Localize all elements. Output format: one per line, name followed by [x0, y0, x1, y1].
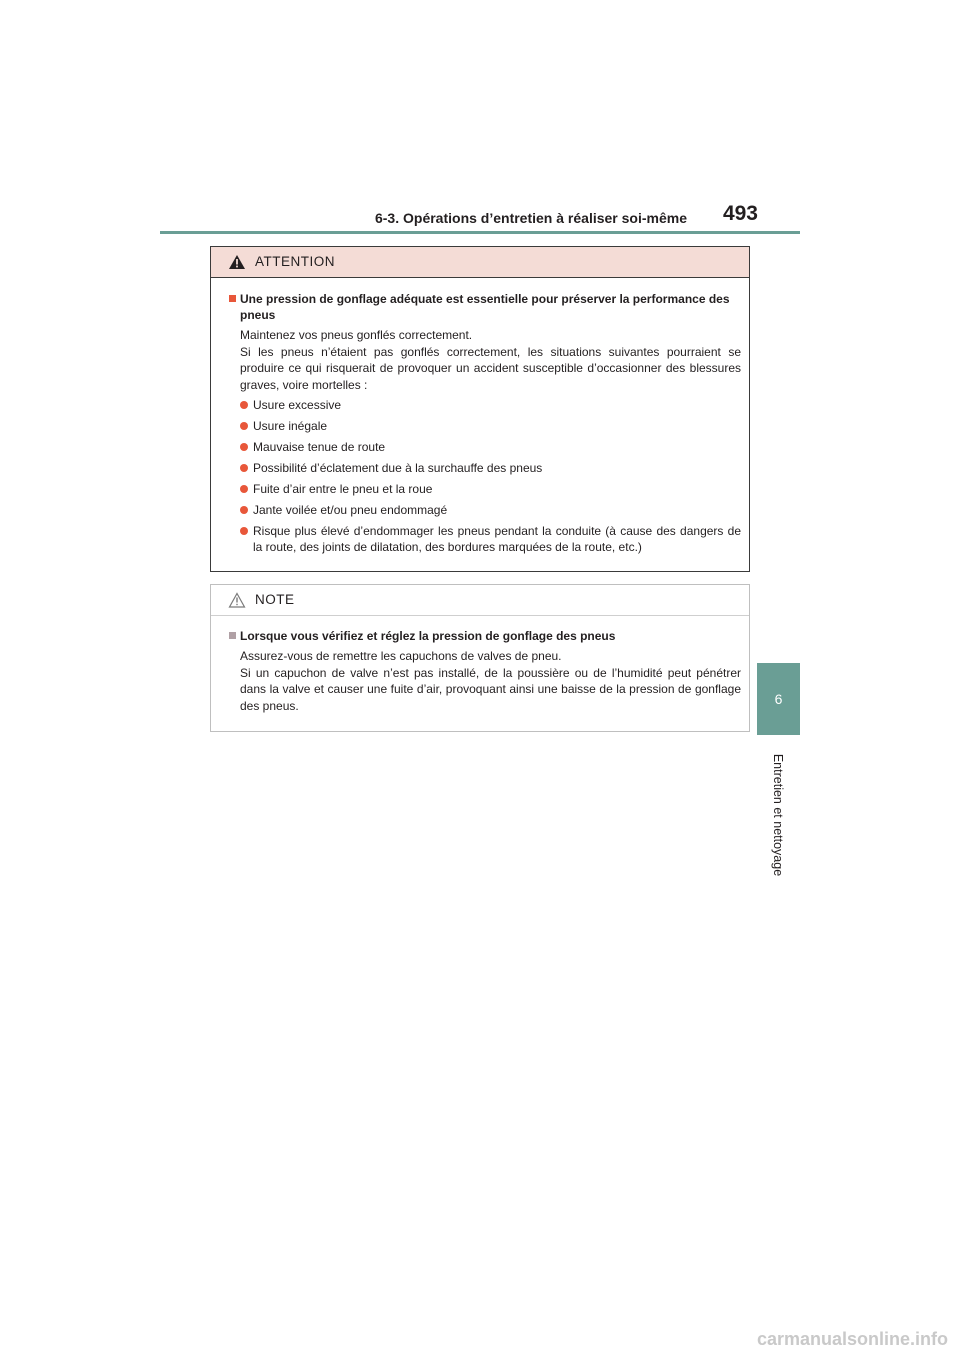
list-item: Jante voilée et/ou pneu endommagé — [229, 502, 741, 518]
list-item: Usure inégale — [229, 418, 741, 434]
page-header — [160, 200, 800, 234]
bullet-dot-icon — [240, 527, 248, 535]
square-bullet-icon — [229, 295, 236, 302]
bullet-dot-icon — [240, 485, 248, 493]
attention-title: ATTENTION — [255, 254, 335, 269]
attention-header — [211, 247, 749, 278]
attention-line-2: Si les pneus n’étaient pas gonflés correctement, les situations suivantes pourraient se produire ce qui risquerait de provoquer un accident susceptible d’occasionner des blessures graves, voire mortelles : — [240, 344, 741, 392]
caution-icon — [228, 592, 246, 608]
note-item-title: Lorsque vous vérifiez et réglez la pression de gonflage des pneus — [229, 628, 741, 644]
page-number: 493 — [722, 202, 758, 225]
chapter-label — [766, 745, 790, 885]
header-rule — [160, 231, 800, 234]
note-line-1: Assurez-vous de remettre les capuchons de valves de pneu. — [240, 649, 562, 663]
warning-icon — [228, 254, 246, 270]
note-box — [210, 584, 750, 732]
attention-line-1: Maintenez vos pneus gonflés correctement. — [240, 328, 473, 342]
bullet-dot-icon — [240, 401, 248, 409]
list-item: Possibilité d’éclatement due à la surchauffe des pneus — [229, 460, 741, 476]
list-item: Mauvaise tenue de route — [229, 439, 741, 455]
attention-item-title: Une pression de gonflage adéquate est essentielle pour préserver la performance des pneus — [229, 291, 741, 323]
watermark: carmanualsonline.info — [756, 1329, 948, 1349]
note-header — [211, 585, 749, 616]
note-line-2: Si un capuchon de valve n’est pas installé, de la poussière ou de l’humidité peut pénétrer dans la valve et causer une fuite d’air, provoquant ainsi une baisse de la pression de gonflage des pneus. — [240, 665, 741, 713]
list-item: Usure excessive — [229, 397, 741, 413]
chapter-tab — [757, 663, 800, 735]
bullet-dot-icon — [240, 422, 248, 430]
bullet-dot-icon — [240, 506, 248, 514]
bullet-dot-icon — [240, 443, 248, 451]
list-item: Fuite d’air entre le pneu et la roue — [229, 481, 741, 497]
square-bullet-icon — [229, 632, 236, 639]
chapter-label-text: Entretien et nettoyage — [771, 753, 785, 877]
list-item: Risque plus élevé d’endommager les pneus pendant la conduite (à cause des dangers de la route, des joints de dilatation, des bordures marquées de la route, etc.) — [229, 523, 741, 555]
note-content — [229, 628, 741, 714]
attention-content — [229, 291, 741, 555]
section-title: 6-3. Opérations d’entretien à réaliser soi-même — [374, 210, 687, 226]
bullet-dot-icon — [240, 464, 248, 472]
chapter-number: 6 — [774, 691, 783, 707]
note-title: NOTE — [255, 592, 295, 607]
attention-box — [210, 246, 750, 572]
